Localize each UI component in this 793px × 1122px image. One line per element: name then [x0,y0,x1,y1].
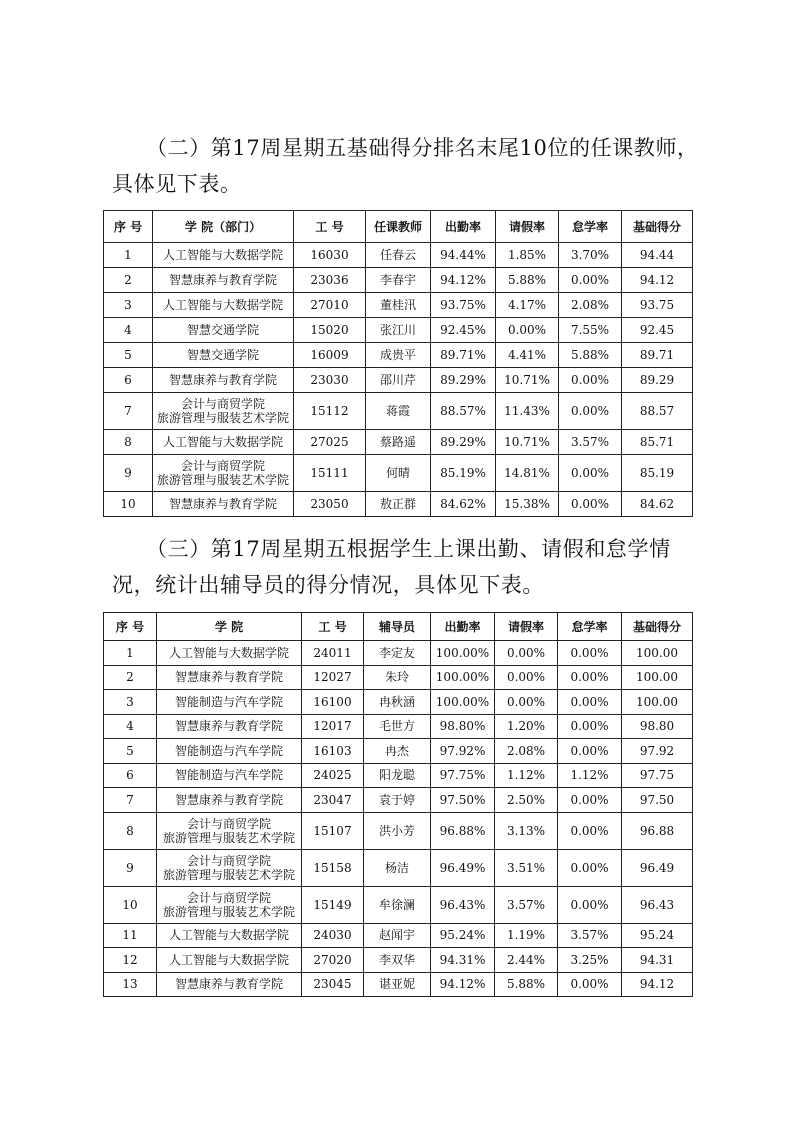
cell-no: 7 [104,393,153,430]
cell-attendance: 95.24% [431,923,495,948]
section3-heading: （三）第17周星期五根据学生上课出勤、请假和怠学情况，统计出辅导员的得分情况，具体见下表。 [112,537,671,597]
dept-line: 智慧康养与教育学院 [174,977,283,992]
cell-leave: 15.38% [496,492,559,517]
dept-line: 智能制造与汽车学院 [174,743,283,758]
cell-name: 任春云 [366,243,431,268]
header-attendance: 出勤率 [431,211,496,243]
cell-dept [157,849,302,886]
cell-attendance: 85.19% [431,455,496,492]
cell-slack: 5.88% [559,343,622,368]
header-name: 任课教师 [366,211,431,243]
dept-line: 旅游管理与服装艺术学院 [162,867,295,882]
cell-score: 97.50 [622,788,693,813]
cell-slack: 0.00% [558,641,622,666]
table-row [104,318,693,343]
cell-no: 5 [104,739,157,764]
table-row [104,714,693,739]
cell-attendance: 97.92% [431,739,495,764]
table-header-row [104,211,693,243]
cell-score: 97.92 [622,739,693,764]
table-row [104,368,693,393]
table-row [104,492,693,517]
cell-id: 27020 [302,948,364,973]
dept-line: 人工智能与大数据学院 [168,645,289,660]
cell-leave: 1.12% [495,763,558,788]
cell-no: 9 [104,455,153,492]
cell-no: 9 [104,849,157,886]
cell-attendance: 96.49% [431,849,495,886]
cell-name: 李双华 [364,948,431,973]
cell-attendance: 96.88% [431,812,495,849]
cell-attendance: 100.00% [431,641,495,666]
cell-leave: 3.13% [495,812,558,849]
table-row [104,641,693,666]
cell-slack: 0.00% [559,268,622,293]
table-row [104,788,693,813]
header-score: 基础得分 [622,613,693,641]
dept-line: 会计与商贸学院 [186,816,271,831]
cell-no: 3 [104,293,153,318]
dept-line: 人工智能与大数据学院 [168,928,289,943]
cell-score: 94.12 [622,972,693,997]
cell-dept [157,812,302,849]
cell-name: 谌亚妮 [364,972,431,997]
cell-no: 10 [104,886,157,923]
cell-leave: 1.19% [495,923,558,948]
cell-name: 袁于婷 [364,788,431,813]
header-dept: 学 院 [157,613,302,641]
cell-score: 100.00 [622,641,693,666]
cell-dept [153,393,294,430]
cell-no: 12 [104,948,157,973]
dept-line: 人工智能与大数据学院 [162,248,283,262]
header-slack: 怠学率 [559,211,622,243]
cell-leave: 3.57% [495,886,558,923]
cell-slack: 3.57% [558,923,622,948]
dept-line: 智慧康养与教育学院 [168,273,277,287]
cell-dept [153,268,294,293]
cell-leave: 2.50% [495,788,558,813]
header-score: 基础得分 [622,211,693,243]
cell-id: 23047 [302,788,364,813]
cell-slack: 0.00% [558,739,622,764]
cell-no: 5 [104,343,153,368]
table-row [104,886,693,923]
cell-score: 100.00 [622,665,693,690]
cell-slack: 0.00% [558,714,622,739]
cell-name: 朱玲 [364,665,431,690]
cell-score: 94.31 [622,948,693,973]
table-row [104,293,693,318]
header-name: 辅导员 [364,613,431,641]
cell-dept [153,293,294,318]
dept-line: 旅游管理与服装艺术学院 [162,830,295,845]
cell-name: 李定友 [364,641,431,666]
cell-leave: 5.88% [496,268,559,293]
cell-attendance: 89.71% [431,343,496,368]
table-row [104,972,693,997]
cell-leave: 10.71% [496,368,559,393]
cell-dept [153,430,294,455]
cell-dept [157,948,302,973]
cell-score: 93.75 [622,293,693,318]
cell-attendance: 100.00% [431,690,495,715]
table-row [104,812,693,849]
table-row [104,393,693,430]
cell-dept [157,763,302,788]
cell-name: 赵闻宇 [364,923,431,948]
cell-attendance: 96.43% [431,886,495,923]
cell-id: 12027 [302,665,364,690]
cell-attendance: 94.12% [431,972,495,997]
cell-attendance: 93.75% [431,293,496,318]
cell-no: 6 [104,763,157,788]
header-leave: 请假率 [496,211,559,243]
cell-score: 85.71 [622,430,693,455]
cell-no: 8 [104,812,157,849]
cell-dept [157,641,302,666]
cell-score: 98.80 [622,714,693,739]
cell-slack: 3.57% [559,430,622,455]
cell-leave: 0.00% [495,690,558,715]
header-dept: 学 院（部门） [153,211,294,243]
cell-name: 杨洁 [364,849,431,886]
cell-slack: 0.00% [559,393,622,430]
cell-dept [157,923,302,948]
dept-line: 智慧康养与教育学院 [174,792,283,807]
cell-leave: 1.85% [496,243,559,268]
cell-dept [153,368,294,393]
cell-leave: 11.43% [496,393,559,430]
cell-attendance: 89.29% [431,368,496,393]
dept-line: 会计与商贸学院 [186,853,271,868]
cell-slack: 1.12% [558,763,622,788]
cell-no: 4 [104,714,157,739]
header-no: 序 号 [104,613,157,641]
table-row [104,690,693,715]
cell-attendance: 97.50% [431,788,495,813]
table-row [104,763,693,788]
cell-name: 冉杰 [364,739,431,764]
header-id: 工 号 [294,211,366,243]
counselor-score-table [103,612,693,997]
cell-id: 16009 [294,343,366,368]
cell-score: 89.29 [622,368,693,393]
cell-attendance: 84.62% [431,492,496,517]
table-row [104,343,693,368]
cell-no: 6 [104,368,153,393]
cell-score: 92.45 [622,318,693,343]
dept-line: 旅游管理与服装艺术学院 [156,473,289,487]
table-row [104,923,693,948]
cell-score: 96.49 [622,849,693,886]
cell-no: 1 [104,641,157,666]
dept-line: 会计与商贸学院 [180,397,265,411]
cell-name: 蔡路遥 [366,430,431,455]
header-slack: 怠学率 [558,613,622,641]
cell-id: 15020 [294,318,366,343]
cell-id: 15149 [302,886,364,923]
dept-line: 旅游管理与服装艺术学院 [156,411,289,425]
cell-dept [153,492,294,517]
dept-line: 智慧康养与教育学院 [174,670,283,685]
cell-id: 23036 [294,268,366,293]
dept-line: 会计与商贸学院 [186,890,271,905]
dept-line: 人工智能与大数据学院 [162,298,283,312]
cell-no: 7 [104,788,157,813]
cell-attendance: 98.80% [431,714,495,739]
table-row [104,948,693,973]
cell-leave: 0.00% [495,641,558,666]
cell-dept [157,665,302,690]
cell-leave: 10.71% [496,430,559,455]
cell-attendance: 94.31% [431,948,495,973]
cell-score: 85.19 [622,455,693,492]
header-attendance: 出勤率 [431,613,495,641]
cell-name: 何晴 [366,455,431,492]
cell-leave: 3.51% [495,849,558,886]
cell-name: 董桂汛 [366,293,431,318]
cell-slack: 0.00% [558,849,622,886]
cell-id: 12017 [302,714,364,739]
cell-slack: 0.00% [558,812,622,849]
cell-name: 蒋霞 [366,393,431,430]
cell-leave: 2.44% [495,948,558,973]
table-row [104,849,693,886]
dept-line: 智慧康养与教育学院 [168,373,277,387]
section2-heading: （二）第17周星期五基础得分排名末尾10位的任课教师，具体见下表。 [112,136,699,196]
cell-slack: 0.00% [558,788,622,813]
cell-slack: 3.25% [558,948,622,973]
cell-name: 邵川芹 [366,368,431,393]
cell-score: 96.43 [622,886,693,923]
cell-no: 8 [104,430,153,455]
cell-name: 敖正群 [366,492,431,517]
dept-line: 智慧康养与教育学院 [174,719,283,734]
cell-dept [153,318,294,343]
cell-score: 95.24 [622,923,693,948]
cell-slack: 0.00% [559,455,622,492]
cell-name: 冉秋涵 [364,690,431,715]
table-row [104,268,693,293]
cell-name: 张江川 [366,318,431,343]
dept-line: 智慧交通学院 [186,323,259,337]
cell-id: 16103 [302,739,364,764]
cell-id: 15158 [302,849,364,886]
cell-id: 15112 [294,393,366,430]
cell-id: 16030 [294,243,366,268]
cell-id: 27025 [294,430,366,455]
cell-dept [157,972,302,997]
cell-id: 23030 [294,368,366,393]
cell-id: 24025 [302,763,364,788]
cell-slack: 3.70% [559,243,622,268]
cell-name: 成贵平 [366,343,431,368]
cell-attendance: 92.45% [431,318,496,343]
cell-no: 2 [104,268,153,293]
cell-dept [157,714,302,739]
cell-score: 100.00 [622,690,693,715]
cell-leave: 5.88% [495,972,558,997]
dept-line: 会计与商贸学院 [180,459,265,473]
cell-dept [157,690,302,715]
cell-id: 23050 [294,492,366,517]
dept-line: 旅游管理与服装艺术学院 [162,904,295,919]
cell-leave: 4.17% [496,293,559,318]
cell-no: 10 [104,492,153,517]
cell-attendance: 94.44% [431,243,496,268]
cell-id: 23045 [302,972,364,997]
cell-id: 15107 [302,812,364,849]
cell-attendance: 89.29% [431,430,496,455]
cell-attendance: 88.57% [431,393,496,430]
table-header-row [104,613,693,641]
cell-leave: 14.81% [496,455,559,492]
cell-slack: 0.00% [559,368,622,393]
cell-slack: 0.00% [559,492,622,517]
cell-dept [157,739,302,764]
dept-line: 智能制造与汽车学院 [174,768,283,783]
cell-score: 94.12 [622,268,693,293]
table-row [104,243,693,268]
cell-no: 2 [104,665,157,690]
cell-score: 89.71 [622,343,693,368]
cell-leave: 1.20% [495,714,558,739]
cell-score: 88.57 [622,393,693,430]
header-leave: 请假率 [495,613,558,641]
cell-score: 96.88 [622,812,693,849]
table-row [104,739,693,764]
cell-attendance: 97.75% [431,763,495,788]
cell-leave: 2.08% [495,739,558,764]
cell-attendance: 100.00% [431,665,495,690]
cell-dept [157,788,302,813]
cell-id: 15111 [294,455,366,492]
cell-id: 24011 [302,641,364,666]
teacher-score-table [103,210,693,517]
dept-line: 人工智能与大数据学院 [162,435,283,449]
cell-dept [153,243,294,268]
cell-leave: 0.00% [496,318,559,343]
cell-no: 11 [104,923,157,948]
cell-slack: 0.00% [558,665,622,690]
cell-score: 94.44 [622,243,693,268]
cell-name: 阳龙聪 [364,763,431,788]
cell-score: 97.75 [622,763,693,788]
cell-slack: 2.08% [559,293,622,318]
table-row [104,455,693,492]
cell-dept [153,455,294,492]
cell-name: 洪小芳 [364,812,431,849]
cell-slack: 7.55% [559,318,622,343]
cell-name: 毛世方 [364,714,431,739]
cell-slack: 0.00% [558,972,622,997]
cell-score: 84.62 [622,492,693,517]
table-row [104,665,693,690]
header-no: 序 号 [104,211,153,243]
dept-line: 智慧康养与教育学院 [168,497,277,511]
cell-dept [153,343,294,368]
table-row [104,430,693,455]
cell-no: 1 [104,243,153,268]
cell-slack: 0.00% [558,886,622,923]
dept-line: 人工智能与大数据学院 [168,952,289,967]
cell-slack: 0.00% [558,690,622,715]
cell-no: 13 [104,972,157,997]
cell-no: 3 [104,690,157,715]
cell-id: 16100 [302,690,364,715]
cell-name: 李春宇 [366,268,431,293]
cell-leave: 0.00% [495,665,558,690]
dept-line: 智慧交通学院 [186,348,259,362]
cell-attendance: 94.12% [431,268,496,293]
cell-leave: 4.41% [496,343,559,368]
cell-dept [157,886,302,923]
cell-no: 4 [104,318,153,343]
cell-id: 27010 [294,293,366,318]
cell-id: 24030 [302,923,364,948]
dept-line: 智能制造与汽车学院 [174,694,283,709]
header-id: 工 号 [302,613,364,641]
cell-name: 牟徐澜 [364,886,431,923]
